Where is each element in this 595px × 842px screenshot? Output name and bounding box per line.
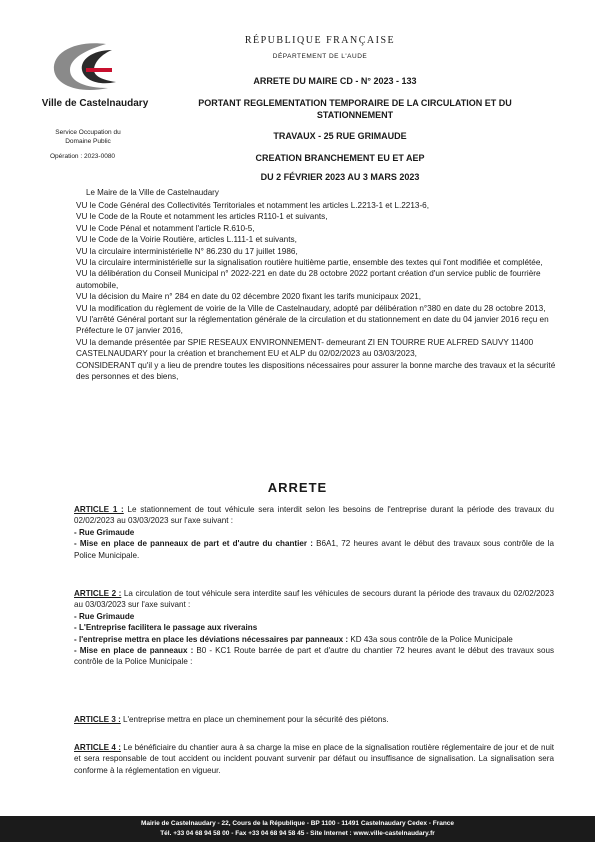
article-1-label: ARTICLE 1 : xyxy=(74,505,124,514)
consideration-item: VU le Code de la Voirie Routière, articles L.111-1 et suivants, xyxy=(76,235,297,245)
consideration-item: VU la délibération du Conseil Municipal n° 2022-221 en date du 28 octobre 2022 portant création d'un service public de fourrière automobile, xyxy=(76,269,541,290)
arrete-heading: ARRETE xyxy=(267,480,328,495)
article-2-street: - Rue Grimaude xyxy=(74,611,135,621)
article-2-item-3-label: - Mise en place de panneaux : xyxy=(74,646,194,656)
town-name: Ville de Castelnaudary xyxy=(41,98,149,109)
article-4 xyxy=(74,742,554,776)
service-name: Service Occupation du Domaine Public xyxy=(55,129,121,145)
consideration-item: VU le Code Général des Collectivités Territoriales et notamment les articles L.2213-1 et L.2213-6, xyxy=(76,201,429,210)
article-1 xyxy=(74,504,554,561)
consideration-item: CONSIDERANT qu'il y a lieu de prendre toutes les dispositions nécessaires pour assurer la bonne marche des travaux et la sécurité des personnes et des biens, xyxy=(76,360,556,382)
article-2-label: ARTICLE 2 : xyxy=(74,589,122,598)
consideration-item: VU l'arrêté Général portant sur la réglementation générale de la circulation et du stationnement en date du 04 janvier 2016 reçu en Préfecture le 07 janvier 2016, xyxy=(76,315,549,336)
article-3 xyxy=(74,714,554,725)
consideration-item: VU la modification du règlement de voirie de la Ville de Castelnaudary, adopté par délibération n°380 en date du 28 octobre 2013, xyxy=(76,303,546,313)
article-4-text: Le bénéficiaire du chantier aura à sa charge la mise en place de la signalisation routière réglementaire de jour et de nuit et sera responsable de tout accident ou incident pouvant survenir par défaut ou insuffisance de signalisation. La signalisation sera conforme à la réglementation en vigueur. xyxy=(74,743,555,775)
operation-number: Opération : 2023-0080 xyxy=(50,153,116,160)
consideration-item: VU le Code Pénal et notamment l'article R.610-5, xyxy=(76,223,255,233)
works-period: DU 2 FÉVRIER 2023 AU 3 MARS 2023 xyxy=(260,172,420,182)
republic-heading: RÉPUBLIQUE FRANÇAISE xyxy=(244,35,396,46)
article-2 xyxy=(74,588,554,668)
works-location: TRAVAUX - 25 RUE GRIMAUDE xyxy=(273,131,407,141)
decree-number: ARRETE DU MAIRE CD - N° 2023 - 133 xyxy=(253,76,417,86)
consideration-item: VU la circulaire interministérielle N° 86.230 du 17 juillet 1986, xyxy=(76,246,298,256)
article-2-item-2-text: KD 43a sous contrôle de la Police Municipale xyxy=(348,634,513,644)
article-2-item-1: - L'Entreprise facilitera le passage aux riverains xyxy=(74,623,258,633)
article-3-label: ARTICLE 3 : xyxy=(74,715,121,724)
footer-contact: Tél. +33 04 68 94 58 00 - Fax +33 04 68 94 58 45 - Site Internet : www.ville-castelnaudary.fr xyxy=(160,830,435,837)
article-2-item-3-text: B0 - KC1 Route barrée de part et d'autre du chantier 72 heures avant le début des travaux sous contrôle de la Police Municipale : xyxy=(74,646,554,667)
article-4-label: ARTICLE 4 : xyxy=(74,743,121,752)
article-1-text: Le stationnement de tout véhicule sera interdit selon les besoins de l'entreprise durant la période des travaux du 02/02/2023 au 03/03/2023 sur l'axe suivant : xyxy=(74,505,554,526)
works-description: CREATION BRANCHEMENT EU ET AEP xyxy=(255,153,425,163)
footer-address: Mairie de Castelnaudary - 22, Cours de la République - BP 1100 - 11491 Castelnaudary Cedex - France xyxy=(140,820,455,827)
considerations-list xyxy=(76,200,556,383)
city-logo xyxy=(46,38,130,96)
consideration-item: VU la décision du Maire n° 284 en date du 02 décembre 2020 fixant les tarifs municipaux 2021, xyxy=(76,292,422,302)
article-1-panel-text: B6A1, 72 heures avant le début des travaux sous contrôle de la Police Municipale. xyxy=(74,539,554,560)
article-1-panel-label: - Mise en place de panneaux de part et d'autre du chantier : xyxy=(74,539,313,549)
department-heading: DÉPARTEMENT DE L'AUDE xyxy=(272,53,368,60)
article-3-text: L'entreprise mettra en place un cheminement pour la sécurité des piétons. xyxy=(120,715,389,724)
consideration-item: VU la demande présentée par SPIE RESEAUX ENVIRONNEMENT- demeurant ZI EN TOURRE RUE ALFRED SAUVY 11400 CASTELNAUDARY pour la création et branchement EU et ALP du 02/02/2023 au 03/03/2023, xyxy=(76,337,534,359)
page-footer xyxy=(0,816,595,842)
consideration-item: VU le Code de la Route et notamment les articles R110-1 et suivants, xyxy=(76,212,328,222)
decree-subject: PORTANT REGLEMENTATION TEMPORAIRE DE LA CIRCULATION ET DU STATIONNEMENT xyxy=(198,98,512,120)
article-2-item-2-label: - l'entreprise mettra en place les déviations nécessaires par panneaux : xyxy=(74,634,349,644)
mayor-intro: Le Maire de la Ville de Castelnaudary xyxy=(86,188,219,197)
consideration-item: VU la circulaire interministérielle sur la signalisation routière huitième partie, ensemble des textes qui l'ont modifiée et complétée, xyxy=(76,258,543,268)
article-1-street: - Rue Grimaude xyxy=(74,527,135,537)
article-2-text: La circulation de tout véhicule sera interdite sauf les véhicules de secours durant la période des travaux du 02/02/2023 au 03/03/2023 sur l'axe suivant : xyxy=(74,589,554,610)
